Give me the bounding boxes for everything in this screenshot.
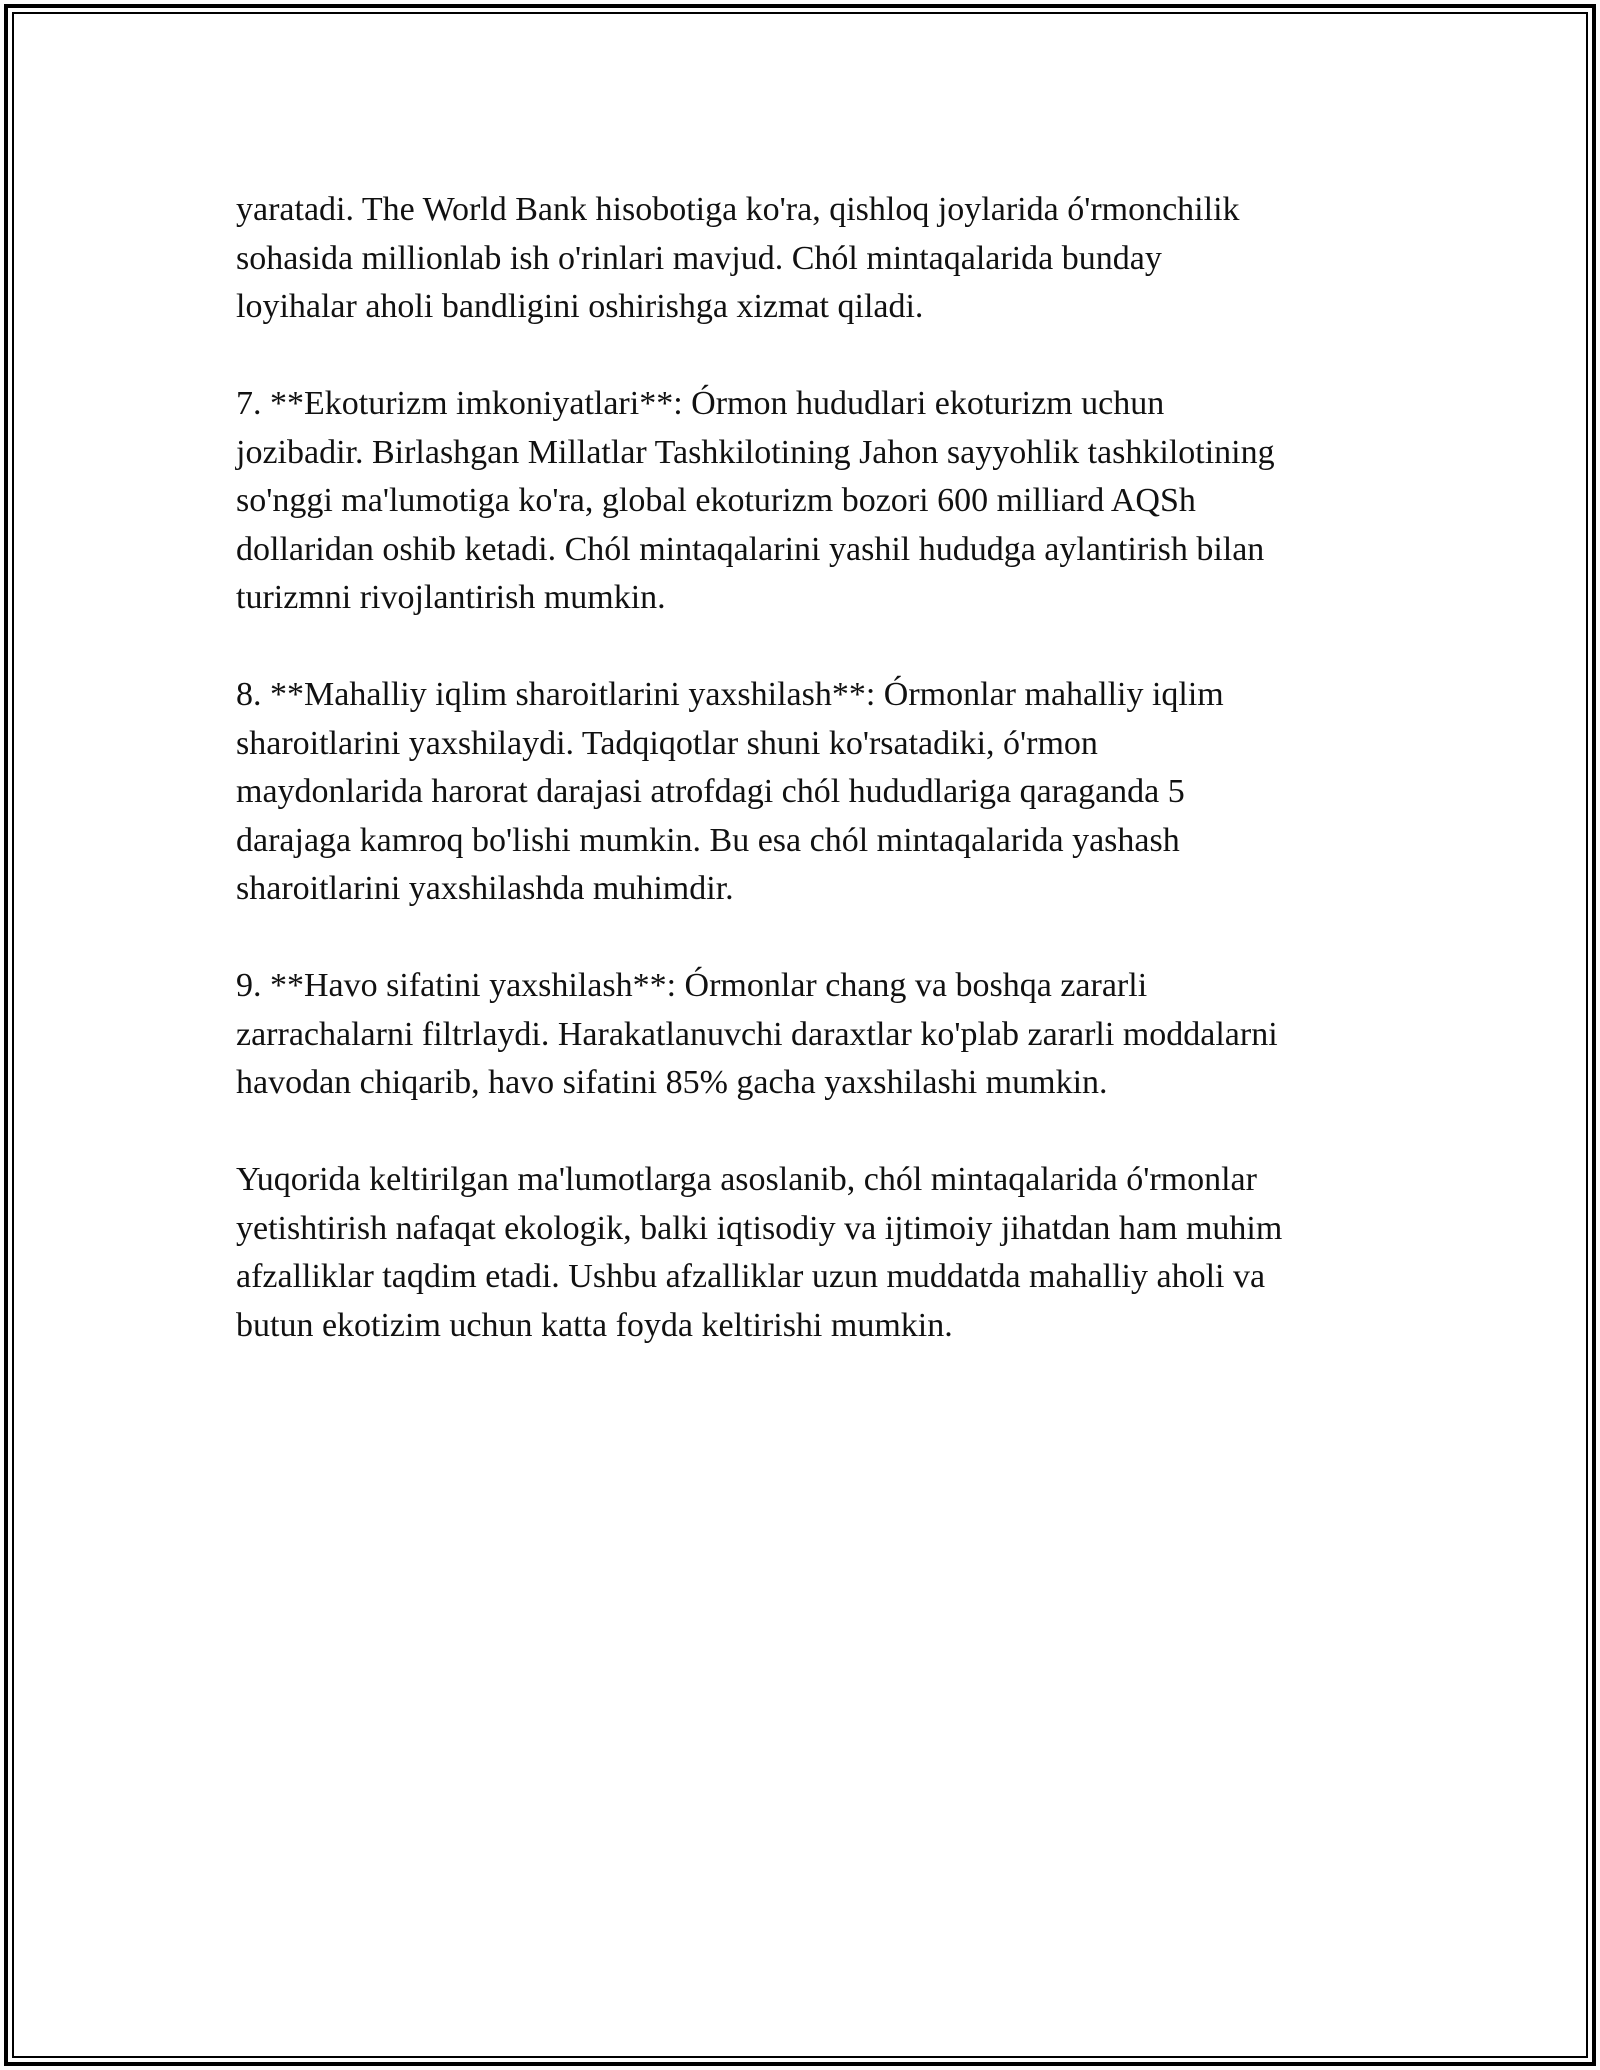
paragraph-employment: yaratadi. The World Bank hisobotiga ko'ra, qishloq joylarida ó'rmonchilik sohasida millionlab ish o'rinlari mavjud. Chól mintaqalarida bunday loyihalar aholi bandligini oshirishga xizmat qiladi. bbox=[236, 191, 1240, 325]
paragraph-air-quality: 9. **Havo sifatini yaxshilash**: Órmonlar chang va boshqa zararli zarrachalarni filtrlaydi. Harakatlanuvchi daraxtlar ko'plab zararli moddalarni havodan chiqarib, havo sifatini 85% gacha yaxshilashi mumkin. bbox=[236, 967, 1278, 1101]
document-body bbox=[236, 186, 1376, 1399]
paragraph-conclusion: Yuqorida keltirilgan ma'lumotlarga asoslanib, chól mintaqalarida ó'rmonlar yetishtirish nafaqat ekologik, balki iqtisodiy va ijtimoiy jihatdan ham muhim afzalliklar taqdim etadi. Ushbu afzalliklar uzun muddatda mahalliy aholi va butun ekotizim uchun katta foyda keltirishi mumkin. bbox=[236, 1161, 1283, 1344]
paragraph-ecotourism: 7. **Ekoturizm imkoniyatlari**: Órmon hududlari ekoturizm uchun jozibadir. Birlashgan Millatlar Tashkilotining Jahon sayyohlik tashkilotining so'nggi ma'lumotiga ko'ra, global ekoturizm bozori 600 milliard AQSh dollaridan oshib ketadi. Chól mintaqalarini yashil hududga aylantirish bilan turizmni rivojlantirish mumkin. bbox=[236, 385, 1275, 616]
paragraph-local-climate: 8. **Mahalliy iqlim sharoitlarini yaxshilash**: Órmonlar mahalliy iqlim sharoitlarini yaxshilaydi. Tadqiqotlar shuni ko'rsatadiki, ó'rmon maydonlarida harorat darajasi atrofdagi chól hududlariga qaraganda 5 darajaga kamroq bo'lishi mumkin. Bu esa chól mintaqalarida yashash sharoitlarini yaxshilashda muhimdir. bbox=[236, 676, 1224, 907]
